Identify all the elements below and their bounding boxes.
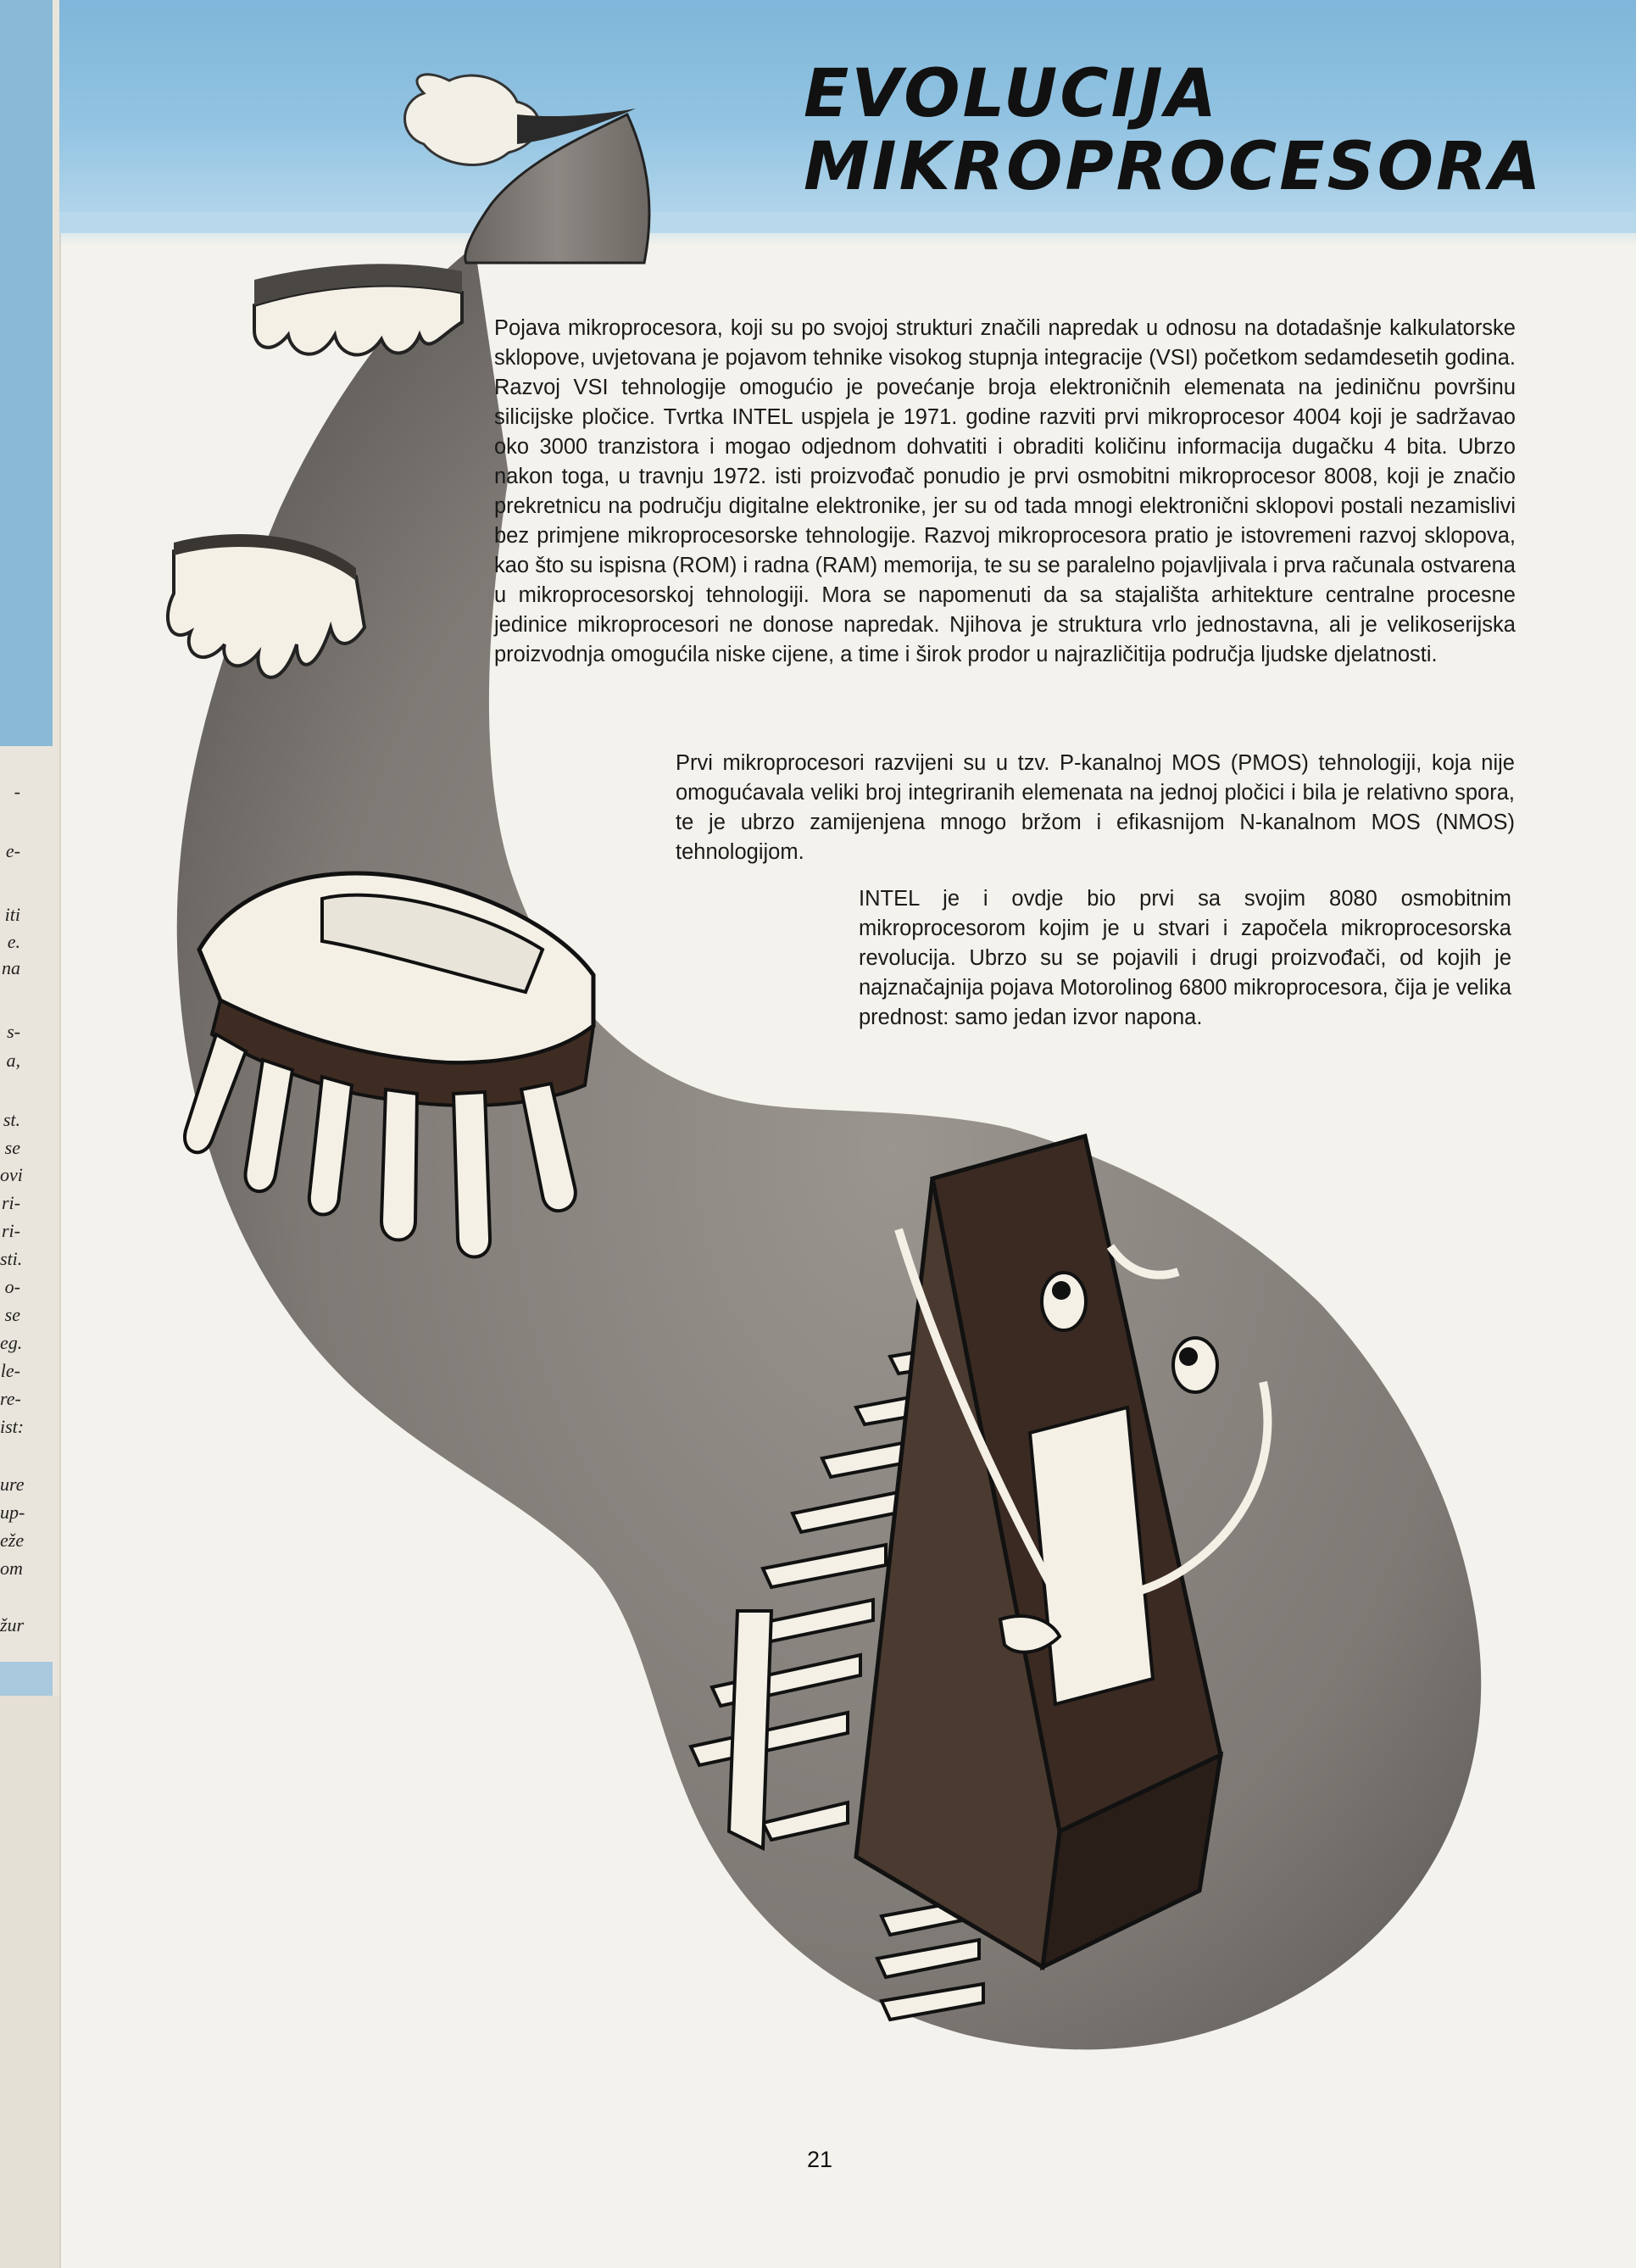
margin-fragment: ri-: [2, 1192, 20, 1213]
article-title: [804, 58, 1543, 203]
page-number: 21: [807, 2147, 833, 2172]
margin-fragment: st.: [3, 1109, 20, 1130]
margin-fragment: na: [2, 957, 20, 978]
title-line-2: MIKROPROCESORA: [804, 129, 1544, 205]
margin-fragment: up-: [0, 1502, 25, 1523]
paragraph-1: Pojava mikroprocesora, koji su po svojoj strukturi značili napredak u odnosu na dotadašnje kalkulatorske sklopove, uvjetovana je pojavom tehnike visokog stupnja integracije (VSI) početkom sedamdesetih godina. Razvoj VSI tehnologije omogućio je povećanje broja elektroničnih elemenata na jediničnu površinu silicijske pločice. Tvrtka INTEL uspjela je 1971. godine razviti prvi mikroprocesor 4004 koji je sadržavao oko 3000 tranzistora i mogao odjednom dohvatiti i obraditi količinu informacija dugačku 4 bita. Ubrzo nakon toga, u travnju 1972. isti proizvođač ponudio je prvi osmobitni mikroprocesor 8008, koji je značio prekretnicu na području digitalne elektronike, jer su od tada mnogi elektronični sklopovi postali nezamislivi bez primjene mikroprocesorske tehnologije. Razvoj mikroprocesora pratio je istovremeni razvoj sklopova, kao što su ispisna (ROM) i radna (RAM) memorija, te su se paralelno pojavljivala i prva računala ostvarena u mikroprocesorskoj tehnologiji. Mora se napomenuti da sa stajališta arhitekture centralne procesne jedinice mikroprocesori ne donose napredak. Njihova je struktura vrlo jednostavna, ali je velikoserijska proizvodnja omogućila niske cijene, a time i širok prodor u najrazličitija područja ljudske djelatnosti.: [494, 316, 1516, 666]
margin-fragment: re-: [0, 1388, 21, 1409]
margin-fragment: e.: [7, 931, 20, 952]
margin-fragment: ist:: [0, 1416, 25, 1437]
title-line-1: EVOLUCIJA: [804, 56, 1220, 132]
margin-fragment: o-: [4, 1276, 20, 1297]
margin-fragment: se: [4, 1137, 20, 1158]
margin-fragment: s-: [7, 1021, 20, 1042]
margin-fragment: eg.: [0, 1332, 23, 1353]
paragraph-2: Prvi mikroprocesori razvijeni su u tzv. P-kanalnoj MOS (PMOS) tehnologiji, koja nije omogućavala veliki broj integriranih elemenata na jednoj pločici i bila je relativno spora, te je ubrzo zamijenjena mnogo bržom i efikasnijom N-kanalnom MOS (NMOS) tehnologijom.: [676, 751, 1515, 864]
margin-fragment: se: [4, 1304, 20, 1325]
margin-fragment: ri-: [2, 1220, 20, 1241]
paragraph-3: INTEL je i ovdje bio prvi sa svojim 8080 osmobitnim mikroprocesorom kojim je u stvari i započela mikroprocesorska revolucija. Ubrzo su se pojavili i drugi proizvođači, od kojih je najznačajnija pojava Motorolinog 6800 mikroprocesora, čija je velika prednost: samo jedan izvor napona.: [859, 887, 1511, 1029]
margin-fragment: a,: [6, 1050, 20, 1071]
margin-fragment: sti.: [0, 1248, 23, 1269]
margin-fragment: žur: [0, 1614, 25, 1636]
margin-fragment: om: [0, 1558, 23, 1579]
margin-fragment: eže: [0, 1530, 25, 1551]
margin-fragment: ovi: [0, 1164, 23, 1185]
margin-fragment: iti: [4, 904, 20, 925]
margin-fragment: e-: [5, 840, 20, 861]
margin-fragment: -: [14, 781, 20, 802]
margin-fragment: ure: [0, 1474, 25, 1495]
margin-fragment: le-: [0, 1360, 20, 1381]
